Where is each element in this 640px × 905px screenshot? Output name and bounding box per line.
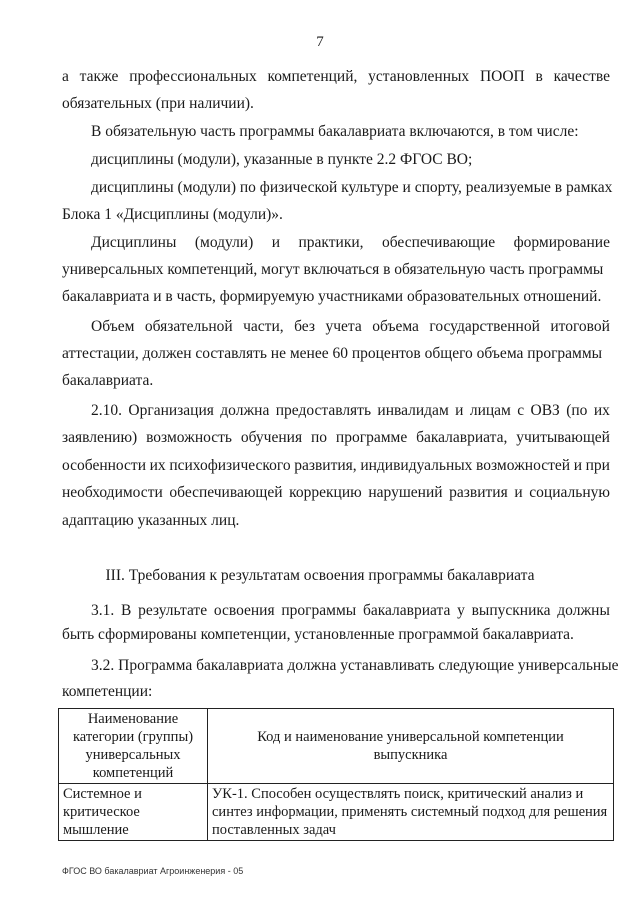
word: бакалавриата, [416, 429, 508, 446]
word: формирование [513, 234, 610, 251]
word: и [271, 234, 281, 251]
word: инвалидам [377, 402, 449, 419]
word: итоговой [550, 318, 610, 335]
word: Объем [91, 318, 135, 335]
word: компетенций, [267, 68, 358, 85]
word: (по [566, 402, 588, 419]
paragraph-line-19: быть сформированы компетенции, установленные программой бакалавриата. [62, 626, 574, 643]
paragraph-line-17: адаптацию указанных лиц. [62, 512, 240, 529]
word: по [310, 429, 328, 446]
word: обеспечивающие [382, 234, 496, 251]
table-header-row [59, 709, 614, 784]
word: Организация [128, 402, 214, 419]
word: обучения [240, 429, 303, 446]
word: должна [220, 402, 270, 419]
table-header-category: Наименование категории (группы) универсальных компетенций [59, 709, 208, 784]
word: выпускника [471, 602, 551, 619]
word: развития, [294, 457, 357, 474]
competencies-table [58, 708, 614, 841]
word: Дисциплины [91, 234, 177, 251]
word: необходимости [62, 484, 163, 501]
word: также [79, 68, 119, 85]
paragraph-line-10 [91, 316, 610, 338]
word: с [517, 402, 525, 419]
paragraph-line-3: В обязательную часть программы бакалавриата включаются, в том числе: [91, 123, 579, 140]
paragraph-line-18 [91, 600, 610, 622]
word: освоения [213, 602, 275, 619]
paragraph-line-11: аттестации, должен составлять не менее 60 процентов общего объема программы [62, 345, 603, 362]
word: результате [138, 602, 208, 619]
word: практики, [298, 234, 364, 251]
word: 2.10. [91, 402, 122, 419]
table-row [59, 784, 614, 841]
section-heading: III. Требования к результатам освоения программы бакалавриата [105, 567, 535, 584]
word: качестве [553, 68, 610, 85]
word: 3.1. [91, 602, 115, 619]
word: коррекцию [289, 484, 362, 501]
paragraph-line-7 [91, 232, 610, 254]
word: объема [372, 318, 419, 335]
word: заявлению) [62, 429, 138, 446]
word: у [457, 602, 465, 619]
paragraph-line-12: бакалавриата. [62, 372, 154, 389]
word: программы [281, 602, 357, 619]
word: предоставлять [275, 402, 372, 419]
paragraph-line-5: дисциплины (модули) по физической культуре и спорту, реализуемые в рамках [91, 179, 613, 196]
table-cell-category: Системное и критическое мышление [59, 784, 208, 841]
word: учета [325, 318, 362, 335]
paragraph-line-21: компетенции: [62, 683, 153, 700]
paragraph-line-13 [91, 400, 610, 422]
word: части, [243, 318, 284, 335]
paragraph-line-4: дисциплины (модули), указанные в пункте 2.2 ФГОС ВО; [91, 151, 473, 168]
word: и [573, 457, 582, 474]
paragraph-line-20: 3.2. Программа бакалавриата должна устанавливать следующие универсальные [91, 657, 619, 674]
word: их [593, 402, 610, 419]
word: индивидуальных [360, 457, 473, 474]
paragraph-line-2: обязательных (при наличии). [62, 95, 254, 112]
paragraph-line-14 [62, 427, 610, 449]
word: программе [335, 429, 408, 446]
table-header-code: Код и наименование универсальной компетенции выпускника [208, 709, 614, 784]
word: профессиональных [129, 68, 257, 85]
word: а [62, 68, 69, 85]
footer-text: ФГОС ВО бакалавриат Агроинженерия - 05 [62, 866, 244, 876]
word: учитывающей [516, 429, 610, 446]
word: возможность [146, 429, 232, 446]
word: ОВЗ [530, 402, 560, 419]
word: установленных [368, 68, 470, 85]
word: без [294, 318, 315, 335]
word: обязательной [144, 318, 233, 335]
word: их [149, 457, 166, 474]
word: социальную [529, 484, 610, 501]
paragraph-line-1 [62, 66, 610, 88]
word: ПООП [479, 68, 525, 85]
word: при [585, 457, 610, 474]
table-cell-competence: УК-1. Способен осуществлять поиск, критический анализ и синтез информации, применять системный подход для решения поставленных задач [208, 784, 614, 841]
word: лицам [469, 402, 511, 419]
paragraph-line-6: Блока 1 «Дисциплины (модули)». [62, 206, 283, 223]
word: в [535, 68, 543, 85]
word: психофизического [169, 457, 291, 474]
paragraph-line-16 [62, 482, 610, 504]
paragraph-line-8: универсальных компетенций, могут включаться в обязательную часть программы [62, 261, 604, 278]
word: возможностей [476, 457, 571, 474]
word: В [121, 602, 132, 619]
word: обеспечивающей [169, 484, 283, 501]
word: государственной [429, 318, 540, 335]
word: (модули) [194, 234, 254, 251]
word: должны [557, 602, 610, 619]
word: и [455, 402, 464, 419]
word: бакалавриата [362, 602, 451, 619]
paragraph-line-15 [62, 455, 610, 477]
word: нарушений [368, 484, 443, 501]
paragraph-line-9: бакалавриата и в часть, формируемую участниками образовательных отношений. [62, 288, 602, 305]
page-number: 7 [316, 34, 324, 50]
word: развития [449, 484, 508, 501]
word: особенности [62, 457, 147, 474]
word: и [514, 484, 523, 501]
